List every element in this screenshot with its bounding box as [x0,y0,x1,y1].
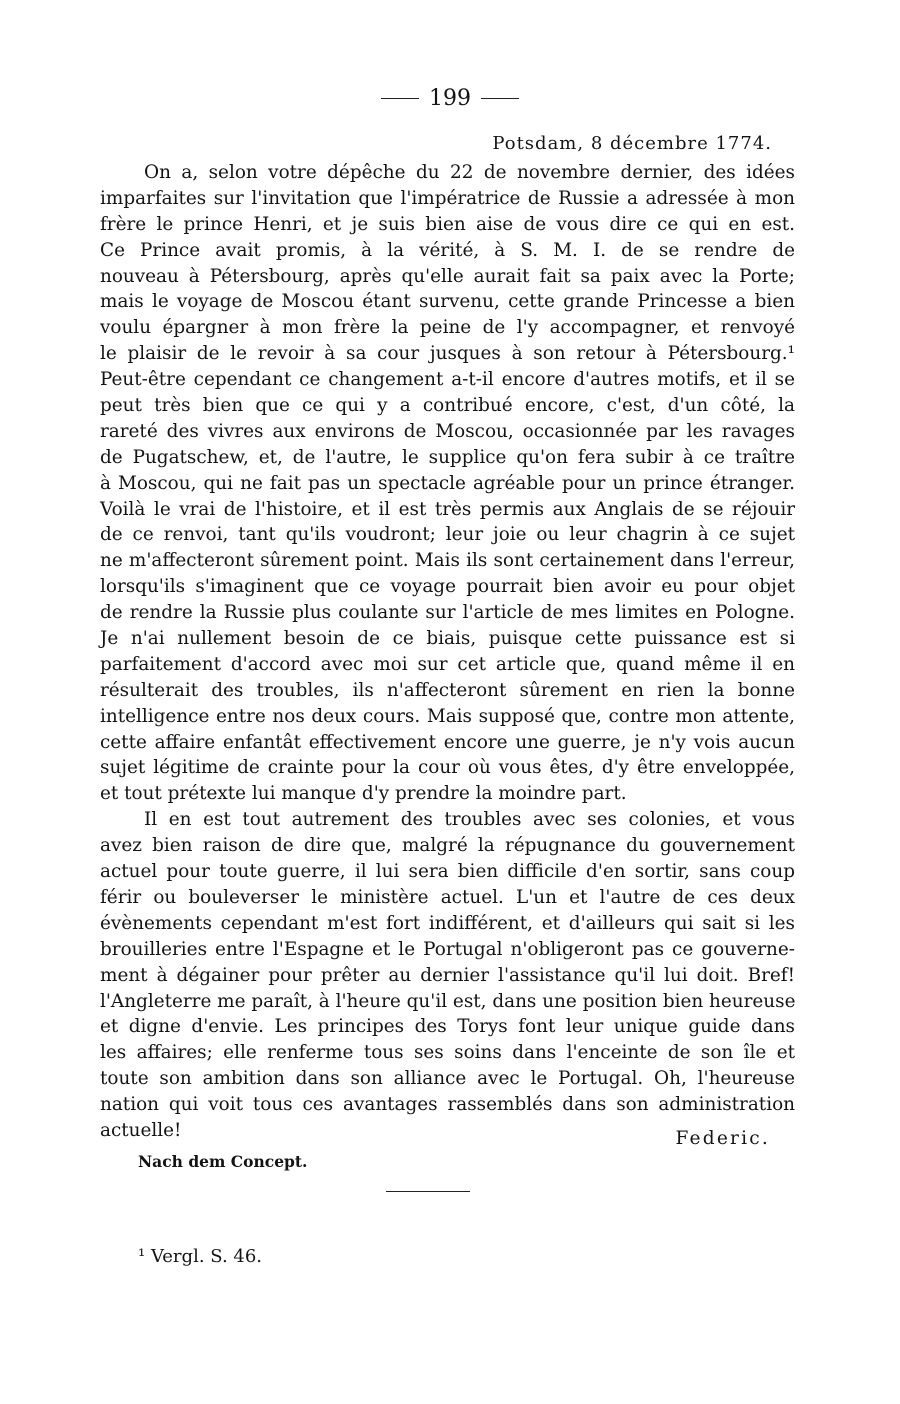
text-line: l'Angleterre me paraît, à l'heure qu'il est, dans une position bien heureuse [100,990,796,1012]
text-line: Ce Prince avait promis, à la vérité, à S. M. I. de se rendre de [100,239,795,261]
dateline: Potsdam, 8 décembre 1774. [492,133,772,154]
text-line: de Pugatschew, et, de l'autre, le supplice qu'on fera subir à ce traître [100,446,795,468]
text-line: sujet légitime de crainte pour la cour où vous êtes, d'y être enveloppée, [100,757,795,779]
text-line: rareté des vivres aux environs de Moscou, occasionnée par les ravages [100,420,795,442]
source-note: Nach dem Concept. [138,1152,308,1171]
header-dash-right [481,98,519,99]
text-line: et digne d'envie. Les principes des Torys font leur unique guide dans [100,1016,795,1038]
text-line: nouveau à Pétersbourg, après qu'elle aurait fait sa paix avec la Porte; [100,265,795,287]
text-line: Peut-être cependant ce changement a-t-il encore d'autres motifs, et il se [100,369,795,391]
paragraph-1 [100,160,795,807]
text-line: Je n'ai nullement besoin de ce biais, puisque cette puissance est si [100,628,795,650]
text-line: mais le voyage de Moscou étant survenu, cette grande Princesse a bien [100,291,795,313]
text-line: évènements cependant m'est fort indifférent, et d'ailleurs qui sait si les [100,912,795,934]
page-number: 199 [429,86,471,111]
text-line: de ce renvoi, tant qu'ils voudront; leur joie ou leur chagrin à ce sujet [100,524,795,546]
text-line: toute son ambition dans son alliance avec le Portugal. Oh, l'heureuse [100,1068,795,1090]
signature: Federic. [675,1128,770,1149]
text-line: cette affaire enfantât effectivement encore une guerre, je n'y vois aucun [100,731,795,753]
text-line: Il en est tout autrement des troubles avec ses colonies, et vous [144,809,795,831]
page-header [0,86,900,111]
footnote: ¹ Vergl. S. 46. [138,1246,263,1267]
text-line: actuel pour toute guerre, il lui sera bien difficile d'en sortir, sans coup [100,861,795,883]
text-line: On a, selon votre dépêche du 22 de novembre dernier, des idées [144,162,795,183]
text-line: actuelle! [100,1119,182,1141]
text-line: et tout prétexte lui manque d'y prendre la moindre part. [100,783,627,805]
letter-body [100,160,795,1144]
text-line: voulu épargner à mon frère la peine de l'y accompagner, et renvoyé [100,317,795,339]
text-line: intelligence entre nos deux cours. Mais supposé que, contre mon attente, [100,705,795,727]
text-line: les affaires; elle renferme tous ses soins dans l'enceinte de son île et [100,1042,795,1064]
text-line: frère le prince Henri, et je suis bien aise de vous dire ce qui en est. [100,213,795,235]
text-line: le plaisir de le revoir à sa cour jusques à son retour à Pétersbourg.¹ [100,343,795,365]
footnote-divider [386,1191,470,1192]
text-line: nation qui voit tous ces avantages rassemblés dans son administration [100,1094,795,1116]
text-line: brouilleries entre l'Espagne et le Portugal n'obligeront pas ce gouverne- [100,938,795,960]
text-line: résulterait des troubles, ils n'affecteront sûrement en rien la bonne [100,679,795,701]
paragraph-2 [100,807,795,1144]
text-line: à Moscou, qui ne fait pas un spectacle agréable pour un prince étranger. [100,472,795,494]
text-line: férir ou bouleverser le ministère actuel. L'un et l'autre de ces deux [100,886,795,908]
text-line: peut très bien que ce qui y a contribué encore, c'est, d'un côté, la [100,395,795,417]
text-line: imparfaites sur l'invitation que l'impératrice de Russie a adressée à mon [100,187,795,209]
text-line: Voilà le vrai de l'histoire, et il est très permis aux Anglais de se réjouir [100,498,795,520]
header-dash-left [381,98,419,99]
text-line: lorsqu'ils s'imaginent que ce voyage pourrait bien avoir eu pour objet [100,576,795,598]
text-line: ne m'affecteront sûrement point. Mais ils sont certainement dans l'erreur, [100,550,795,572]
text-line: de rendre la Russie plus coulante sur l'article de mes limites en Pologne. [100,602,795,624]
text-line: ment à dégainer pour prêter au dernier l'assistance qu'il lui doit. Bref! [100,964,795,986]
text-line: avez bien raison de dire que, malgré la répugnance du gouvernement [100,835,795,857]
text-line: parfaitement d'accord avec moi sur cet article que, quand même il en [100,653,795,675]
